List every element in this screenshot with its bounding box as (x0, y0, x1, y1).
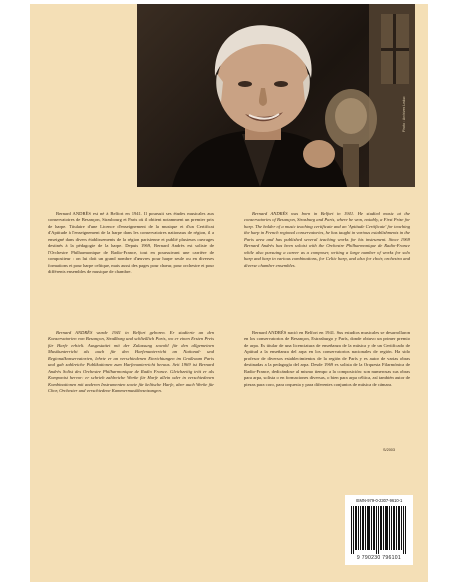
barcode-icon (351, 506, 407, 554)
bio-french: Bernard ANDRÈS est né à Belfort en 1941. Il poursuit ses études musicales aux conservatoires de Besançon, Strasbourg et Paris où il obtient notamment un premier prix de harpe. Titulaire d'une Licence d'enseignement de la musique et d'un Certificat d'Aptitude à l'enseignement de la harpe dans les conservatoires nationaux de région, il a enseigné dans divers établissements de la région parisienne et publié plusieurs ouvrages destinés à la pédagogie de la harpe. Depuis 1969, Bernard Andrès est soliste de l'Orchestre Philharmonique de Radio-France, tout en poursuivant une carrière de compositeur : on lui doit un grand nombre d'œuvres pour harpe seule ou en diverses formations et pour harpe celtique, mais aussi des pages pour chœur, pour orchestre et pour différents ensembles de musique de chambre. (48, 211, 214, 275)
back-cover-page (30, 4, 428, 582)
composer-photo (137, 4, 415, 187)
portrait-illustration (137, 4, 415, 187)
bio-english: Bernard ANDRÈS was born in Belfort in 1941. He studied music at the conservatories of Besançon, Strasburg and Paris, where he won, notably, a First Prize for harp. The holder of a music teaching certificate and an 'Aptitude Certificate' for teaching the harp in French regional conservatories, he has taught in various establishments in the Paris area and has published several teaching works for his instrument. Since 1969 Bernard Andrès has been soloist with the Orchestre Philharmonique de Radio-France while also pursuing a career as a composer, writing a large number of works for solo harp and harp in various combinations, for Celtic harp, and also for choir, orchestra and diverse chamber ensembles. (244, 211, 410, 268)
barcode-digits: 9 790230 796101 (356, 555, 402, 561)
bio-german: Bernard ANDRÈS wurde 1941 in Belfort geboren. Er studierte an den Konservatorien von Besançon, Straßburg und schließlich Paris, wo er einen Ersten Preis für Harfe erhielt. Ausgestattet mit der Zulassung sowohl für den allgemeinen Musikunterricht als auch für den Harfenunterricht an National- und Regionalkonservatorien, lehrte er an verschiedenen Einrichtungen im Großraum Paris und gab zahlreiche Publikationen zum Harfenunterricht heraus. Seit 1969 ist Bernard Andrès Solist des Orchestre Philharmonique de Radio France. Gleichzeitig tritt er als Komponist hervor: er schrieb zahlreiche Werke für Harfe allein oder in verschiedenen Kombinationen mit anderen Instrumenten sowie für keltische Harfe, aber auch Werke für Chor, Orchester und verschiedene Kammermusikbesetzungen. (48, 330, 214, 394)
photo-credit: Photo : Archives Leduc (402, 96, 406, 132)
catalog-code: S/2003 (383, 448, 396, 452)
barcode-block (345, 495, 413, 565)
ismn-number: ISMN-979-0-2307-9610-1 (355, 498, 403, 503)
bio-spanish: Bernard ANDRÈS nació en Belfort en 1941. Sus estudios musicales se desarrollaron en los conservatorios de Besançon, Estrasburgo y París, donde obtuvo un primer premio de arpa. Es titular de una licenciatura de enseñanza de la música y de un Certificado de Aptitud a la enseñanza del arpa en los conservatorios nacionales de región. Ha sido profesor de diversos establecimientos de la región de París y es autor de varias obras destinadas a la pedagogía del arpa. Desde 1969 es solista de la Orquesta Filarmónica de Radio-France, dedicándose al mismo tiempo a la composición: son numerosas sus obras para arpa, solista o en formaciones diversas, o bien para arpa céltica, así también autor de piezas para coro, para orquesta y para diferentes conjuntos de música de cámara. (244, 330, 410, 387)
